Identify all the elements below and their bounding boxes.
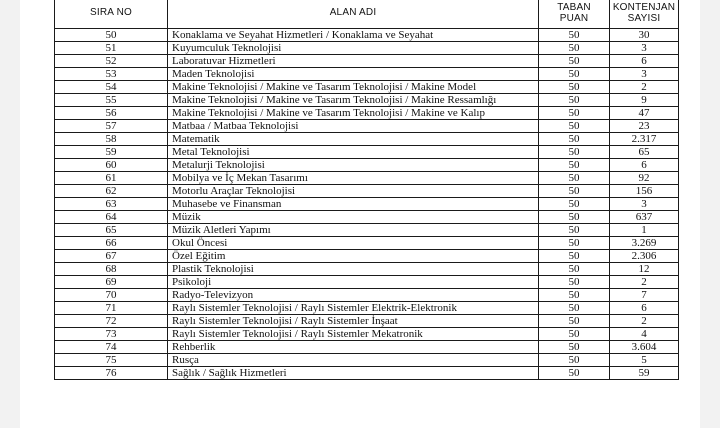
row-taban-puan: 50 (539, 367, 610, 380)
row-kontenjan: 9 (610, 94, 679, 107)
table-row (55, 341, 679, 354)
row-taban-puan: 50 (539, 172, 610, 185)
table-row (55, 81, 679, 94)
row-sira-no: 54 (55, 81, 168, 94)
row-taban-puan: 50 (539, 341, 610, 354)
row-kontenjan: 59 (610, 367, 679, 380)
row-taban-puan: 50 (539, 133, 610, 146)
row-taban-puan: 50 (539, 276, 610, 289)
table-row (55, 159, 679, 172)
row-taban-puan: 50 (539, 94, 610, 107)
header-kontenjan-line1: KONTENJAN (612, 1, 676, 13)
row-alan-adi: Makine Teknolojisi / Makine ve Tasarım Teknolojisi / Makine Ressamlığı (168, 94, 539, 107)
table-row (55, 185, 679, 198)
document-page (20, 0, 700, 428)
row-taban-puan: 50 (539, 29, 610, 42)
row-taban-puan: 50 (539, 263, 610, 276)
row-sira-no: 69 (55, 276, 168, 289)
row-kontenjan: 2.317 (610, 133, 679, 146)
row-taban-puan: 50 (539, 81, 610, 94)
row-alan-adi: Müzik (168, 211, 539, 224)
row-kontenjan: 2 (610, 276, 679, 289)
table-header-row (55, 0, 679, 29)
row-taban-puan: 50 (539, 198, 610, 211)
row-kontenjan: 3 (610, 198, 679, 211)
row-alan-adi: Sağlık / Sağlık Hizmetleri (168, 367, 539, 380)
row-taban-puan: 50 (539, 354, 610, 367)
table-row (55, 94, 679, 107)
row-alan-adi: Rusça (168, 354, 539, 367)
table-row (55, 120, 679, 133)
row-alan-adi: Motorlu Araçlar Teknolojisi (168, 185, 539, 198)
row-taban-puan: 50 (539, 250, 610, 263)
table-row (55, 224, 679, 237)
row-kontenjan: 6 (610, 55, 679, 68)
row-taban-puan: 50 (539, 289, 610, 302)
row-sira-no: 52 (55, 55, 168, 68)
row-alan-adi: Konaklama ve Seyahat Hizmetleri / Konaklama ve Seyahat (168, 29, 539, 42)
header-alan-adi-label: ALAN ADI (329, 7, 377, 18)
row-kontenjan: 2 (610, 81, 679, 94)
row-alan-adi: Maden Teknolojisi (168, 68, 539, 81)
table-row (55, 172, 679, 185)
row-sira-no: 68 (55, 263, 168, 276)
row-alan-adi: Matematik (168, 133, 539, 146)
row-taban-puan: 50 (539, 211, 610, 224)
row-sira-no: 62 (55, 185, 168, 198)
header-alan-adi (168, 0, 539, 29)
row-alan-adi: Okul Öncesi (168, 237, 539, 250)
header-sira-no (55, 0, 168, 29)
table-row (55, 302, 679, 315)
header-kontenjan-line2: SAYISI (627, 12, 661, 24)
row-sira-no: 55 (55, 94, 168, 107)
table-row (55, 250, 679, 263)
row-taban-puan: 50 (539, 120, 610, 133)
row-kontenjan: 5 (610, 354, 679, 367)
table-row (55, 133, 679, 146)
table-row (55, 198, 679, 211)
row-taban-puan: 50 (539, 302, 610, 315)
header-kontenjan (610, 0, 679, 29)
row-kontenjan: 2.306 (610, 250, 679, 263)
row-kontenjan: 3.604 (610, 341, 679, 354)
row-sira-no: 67 (55, 250, 168, 263)
row-taban-puan: 50 (539, 237, 610, 250)
row-kontenjan: 23 (610, 120, 679, 133)
row-sira-no: 59 (55, 146, 168, 159)
row-alan-adi: Matbaa / Matbaa Teknolojisi (168, 120, 539, 133)
row-kontenjan: 156 (610, 185, 679, 198)
table-row (55, 276, 679, 289)
row-taban-puan: 50 (539, 42, 610, 55)
table-row (55, 289, 679, 302)
row-alan-adi: Radyo-Televizyon (168, 289, 539, 302)
row-sira-no: 72 (55, 315, 168, 328)
row-sira-no: 66 (55, 237, 168, 250)
row-kontenjan: 637 (610, 211, 679, 224)
row-taban-puan: 50 (539, 224, 610, 237)
table-row (55, 146, 679, 159)
row-sira-no: 53 (55, 68, 168, 81)
table-row (55, 42, 679, 55)
row-kontenjan: 3 (610, 68, 679, 81)
row-alan-adi: Müzik Aletleri Yapımı (168, 224, 539, 237)
row-kontenjan: 12 (610, 263, 679, 276)
row-taban-puan: 50 (539, 328, 610, 341)
row-sira-no: 76 (55, 367, 168, 380)
row-kontenjan: 65 (610, 146, 679, 159)
row-alan-adi: Rehberlik (168, 341, 539, 354)
table-row (55, 55, 679, 68)
table-row (55, 68, 679, 81)
row-sira-no: 60 (55, 159, 168, 172)
table-row (55, 354, 679, 367)
row-taban-puan: 50 (539, 107, 610, 120)
row-sira-no: 50 (55, 29, 168, 42)
row-kontenjan: 6 (610, 302, 679, 315)
row-alan-adi: Raylı Sistemler Teknolojisi / Raylı Sistemler Elektrik-Elektronik (168, 302, 539, 315)
row-alan-adi: Mobilya ve İç Mekan Tasarımı (168, 172, 539, 185)
row-taban-puan: 50 (539, 55, 610, 68)
row-kontenjan: 7 (610, 289, 679, 302)
table-row (55, 328, 679, 341)
row-sira-no: 64 (55, 211, 168, 224)
table-row (55, 211, 679, 224)
row-kontenjan: 30 (610, 29, 679, 42)
row-alan-adi: Muhasebe ve Finansman (168, 198, 539, 211)
row-kontenjan: 47 (610, 107, 679, 120)
row-sira-no: 57 (55, 120, 168, 133)
row-alan-adi: Raylı Sistemler Teknolojisi / Raylı Sistemler Mekatronik (168, 328, 539, 341)
row-alan-adi: Plastik Teknolojisi (168, 263, 539, 276)
row-kontenjan: 92 (610, 172, 679, 185)
row-sira-no: 58 (55, 133, 168, 146)
header-sira-no-label: SIRA NO (90, 7, 132, 18)
row-sira-no: 61 (55, 172, 168, 185)
row-alan-adi: Metalurji Teknolojisi (168, 159, 539, 172)
row-taban-puan: 50 (539, 315, 610, 328)
row-alan-adi: Psikoloji (168, 276, 539, 289)
table-body (55, 29, 679, 380)
row-alan-adi: Metal Teknolojisi (168, 146, 539, 159)
row-alan-adi: Özel Eğitim (168, 250, 539, 263)
row-sira-no: 51 (55, 42, 168, 55)
table-row (55, 237, 679, 250)
row-kontenjan: 4 (610, 328, 679, 341)
row-sira-no: 75 (55, 354, 168, 367)
row-taban-puan: 50 (539, 68, 610, 81)
table-row (55, 107, 679, 120)
table-row (55, 29, 679, 42)
row-sira-no: 70 (55, 289, 168, 302)
row-sira-no: 63 (55, 198, 168, 211)
row-alan-adi: Laboratuvar Hizmetleri (168, 55, 539, 68)
row-taban-puan: 50 (539, 146, 610, 159)
row-kontenjan: 1 (610, 224, 679, 237)
table-row (55, 263, 679, 276)
header-taban-line2: PUAN (559, 12, 589, 24)
row-alan-adi: Makine Teknolojisi / Makine ve Tasarım Teknolojisi / Makine Model (168, 81, 539, 94)
row-alan-adi: Makine Teknolojisi / Makine ve Tasarım Teknolojisi / Makine ve Kalıp (168, 107, 539, 120)
row-sira-no: 73 (55, 328, 168, 341)
row-kontenjan: 2 (610, 315, 679, 328)
row-sira-no: 65 (55, 224, 168, 237)
row-alan-adi: Kuyumculuk Teknolojisi (168, 42, 539, 55)
row-sira-no: 56 (55, 107, 168, 120)
row-kontenjan: 6 (610, 159, 679, 172)
row-sira-no: 74 (55, 341, 168, 354)
row-kontenjan: 3.269 (610, 237, 679, 250)
row-taban-puan: 50 (539, 159, 610, 172)
table-row (55, 315, 679, 328)
kontenjan-table (54, 0, 679, 380)
row-taban-puan: 50 (539, 185, 610, 198)
row-kontenjan: 3 (610, 42, 679, 55)
row-alan-adi: Raylı Sistemler Teknolojisi / Raylı Sistemler İnşaat (168, 315, 539, 328)
header-taban-puan (539, 0, 610, 29)
row-sira-no: 71 (55, 302, 168, 315)
table-row (55, 367, 679, 380)
header-taban-line1: TABAN (557, 1, 591, 13)
